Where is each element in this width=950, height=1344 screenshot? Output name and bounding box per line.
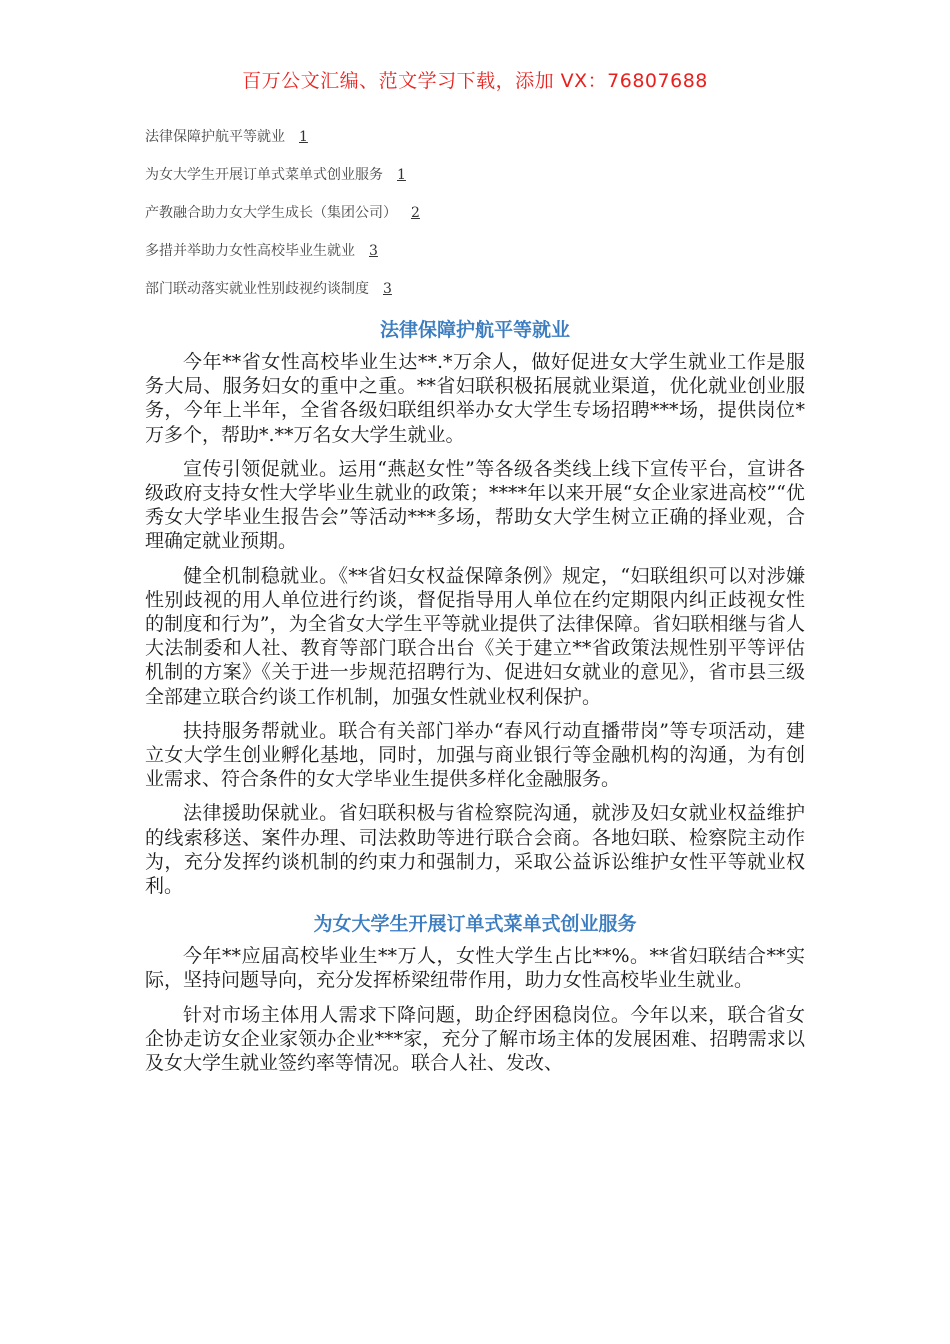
paragraph: 今年**省女性高校毕业生达**.*万余人，做好促进女大学生就业工作是服务大局、服务妇女的重中之重。**省妇联积极拓展就业渠道，优化就业创业服务，今年上半年，全省各级妇联组织举办女大学生专场招聘***场，提供岗位*万多个，帮助*.**万名女大学生就业。	[145, 351, 805, 446]
paragraph: 健全机制稳就业。《**省妇女权益保障条例》规定，“妇联组织可以对涉嫌性别歧视的用人单位进行约谈，督促指导用人单位在约定期限内纠正歧视女性的制度和行为”，为全省女大学生平等就业提供了法律保障。省妇联相继与省人大法制委和人社、教育等部门联合出台《关于建立**省政策法规性别平等评估机制的方案》《关于进一步规范招聘行为、促进妇女就业的意见》，省市县三级全部建立联合约谈工作机制，加强女性就业权利保护。	[145, 564, 805, 708]
toc-item[interactable]	[145, 240, 805, 278]
paragraph: 今年**应届高校毕业生**万人，女性大学生占比**%。**省妇联结合**实际，坚持问题导向，充分发挥桥梁纽带作用，助力女性高校毕业生就业。	[145, 945, 805, 992]
toc-page-link[interactable]: 2	[411, 205, 420, 221]
toc-item[interactable]	[145, 278, 805, 316]
section-title: 法律保障护航平等就业	[379, 319, 570, 341]
toc-item-label: 产教融合助力女大学生成长（集团公司）	[145, 205, 397, 221]
toc-item-label: 为女大学生开展订单式菜单式创业服务	[145, 167, 383, 183]
document-body	[145, 314, 805, 1085]
toc-page-link[interactable]: 3	[383, 281, 392, 297]
toc-item[interactable]	[145, 126, 805, 164]
toc-item-label: 部门联动落实就业性别歧视约谈制度	[145, 281, 369, 297]
toc-item[interactable]	[145, 164, 805, 202]
toc-item[interactable]	[145, 202, 805, 240]
toc-item-label: 法律保障护航平等就业	[145, 129, 285, 145]
toc-page-link[interactable]: 1	[397, 167, 406, 183]
table-of-contents	[145, 126, 805, 316]
header-banner: 百万公文汇编、范文学习下载，添加 VX：76807688	[242, 70, 708, 92]
paragraph: 针对市场主体用人需求下降问题，助企纾困稳岗位。今年以来，联合省女企协走访女企业家领办企业***家，充分了解市场主体的发展困难、招聘需求以及女大学生就业签约率等情况。联合人社、发改、	[145, 1003, 805, 1075]
paragraph: 宣传引领促就业。运用“燕赵女性”等各级各类线上线下宣传平台，宣讲各级政府支持女性大学毕业生就业的政策；****年以来开展“女企业家进高校”“优秀女大学毕业生报告会”等活动***多场，帮助女大学生树立正确的择业观，合理确定就业预期。	[145, 457, 805, 553]
toc-page-link[interactable]: 3	[369, 243, 378, 259]
paragraph: 扶持服务帮就业。联合有关部门举办“春风行动直播带岗”等专项活动，建立女大学生创业孵化基地，同时，加强与商业银行等金融机构的沟通，为有创业需求、符合条件的女大学毕业生提供多样化金融服务。	[145, 719, 805, 791]
toc-page-link[interactable]: 1	[299, 129, 308, 145]
toc-item-label: 多措并举助力女性高校毕业生就业	[145, 243, 355, 259]
section-title: 为女大学生开展订单式菜单式创业服务	[313, 913, 637, 936]
paragraph: 法律援助保就业。省妇联积极与省检察院沟通，就涉及妇女就业权益维护的线索移送、案件办理、司法救助等进行联合会商。各地妇联、检察院主动作为，充分发挥约谈机制的约束力和强制力，采取公益诉讼维护女性平等就业权利。	[145, 802, 805, 898]
